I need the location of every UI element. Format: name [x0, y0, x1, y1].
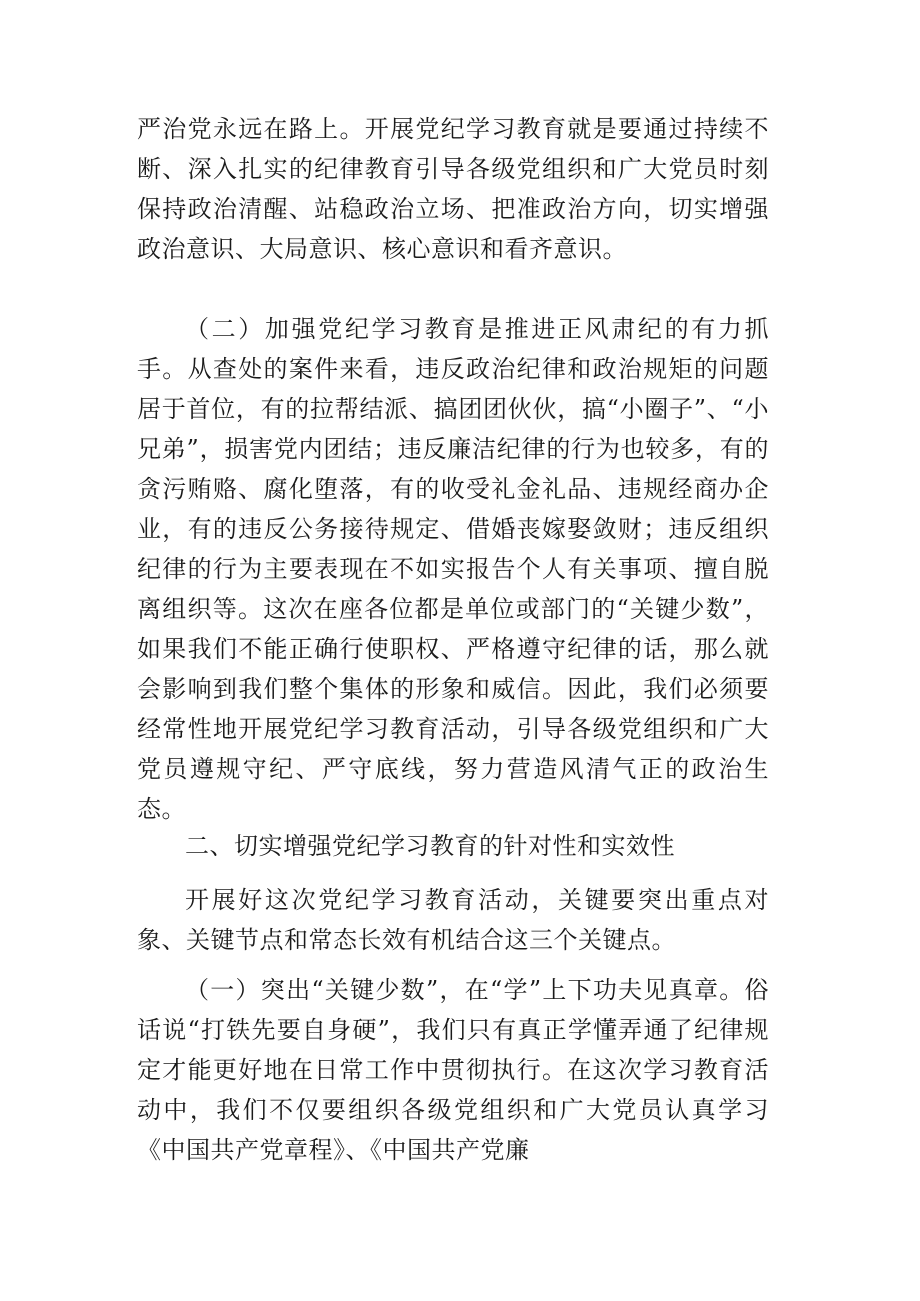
paragraph-continuation: 严治党永远在路上。开展党纪学习教育就是要通过持续不断、深入扎实的纪律教育引导各级党组织和广大党员时刻保持政治清醒、站稳政治立场、把准政治方向，切实增强政治意识、大局意识、核心意识和看齐意识。 [137, 115, 769, 263]
paragraph-key-points: 开展好这次党纪学习教育活动，关键要突出重点对象、关键节点和常态长效有机结合这三个关键点。 [137, 886, 769, 954]
section-heading-two: 二、切实增强党纪学习教育的针对性和实效性 [185, 832, 675, 860]
paragraph-discipline-enforcement: （二）加强党纪学习教育是推进正风肃纪的有力抓手。从查处的案件来看，违反政治纪律和政治规矩的问题居于首位，有的拉帮结派、搞团团伙伙，搞“小圈子”、“小兄弟”，损害党内团结；违反廉洁纪律的行为也较多，有的贪污贿赂、腐化堕落，有的收受礼金礼品、违规经商办企业，有的违反公务接待规定、借婚丧嫁娶敛财；违反组织纪律的行为主要表现在不如实报告个人有关事项、擅自脱离组织等。这次在座各位都是单位或部门的“关键少数”，如果我们不能正确行使职权、严格遵守纪律的话，那么就会影响到我们整个集体的形象和威信。因此，我们必须要经常性地开展党纪学习教育活动，引导各级党组织和广大党员遵规守纪、严守底线，努力营造风清气正的政治生态。 [137, 315, 769, 823]
paragraph-key-minority: （一）突出“关键少数”，在“学”上下功夫见真章。俗话说“打铁先要自身硬”，我们只有真正学懂弄通了纪律规定才能更好地在日常工作中贯彻执行。在这次学习教育活动中，我们不仅要组织各级党组织和广大党员认真学习《中国共产党章程》、《中国共产党廉 [137, 976, 769, 1164]
